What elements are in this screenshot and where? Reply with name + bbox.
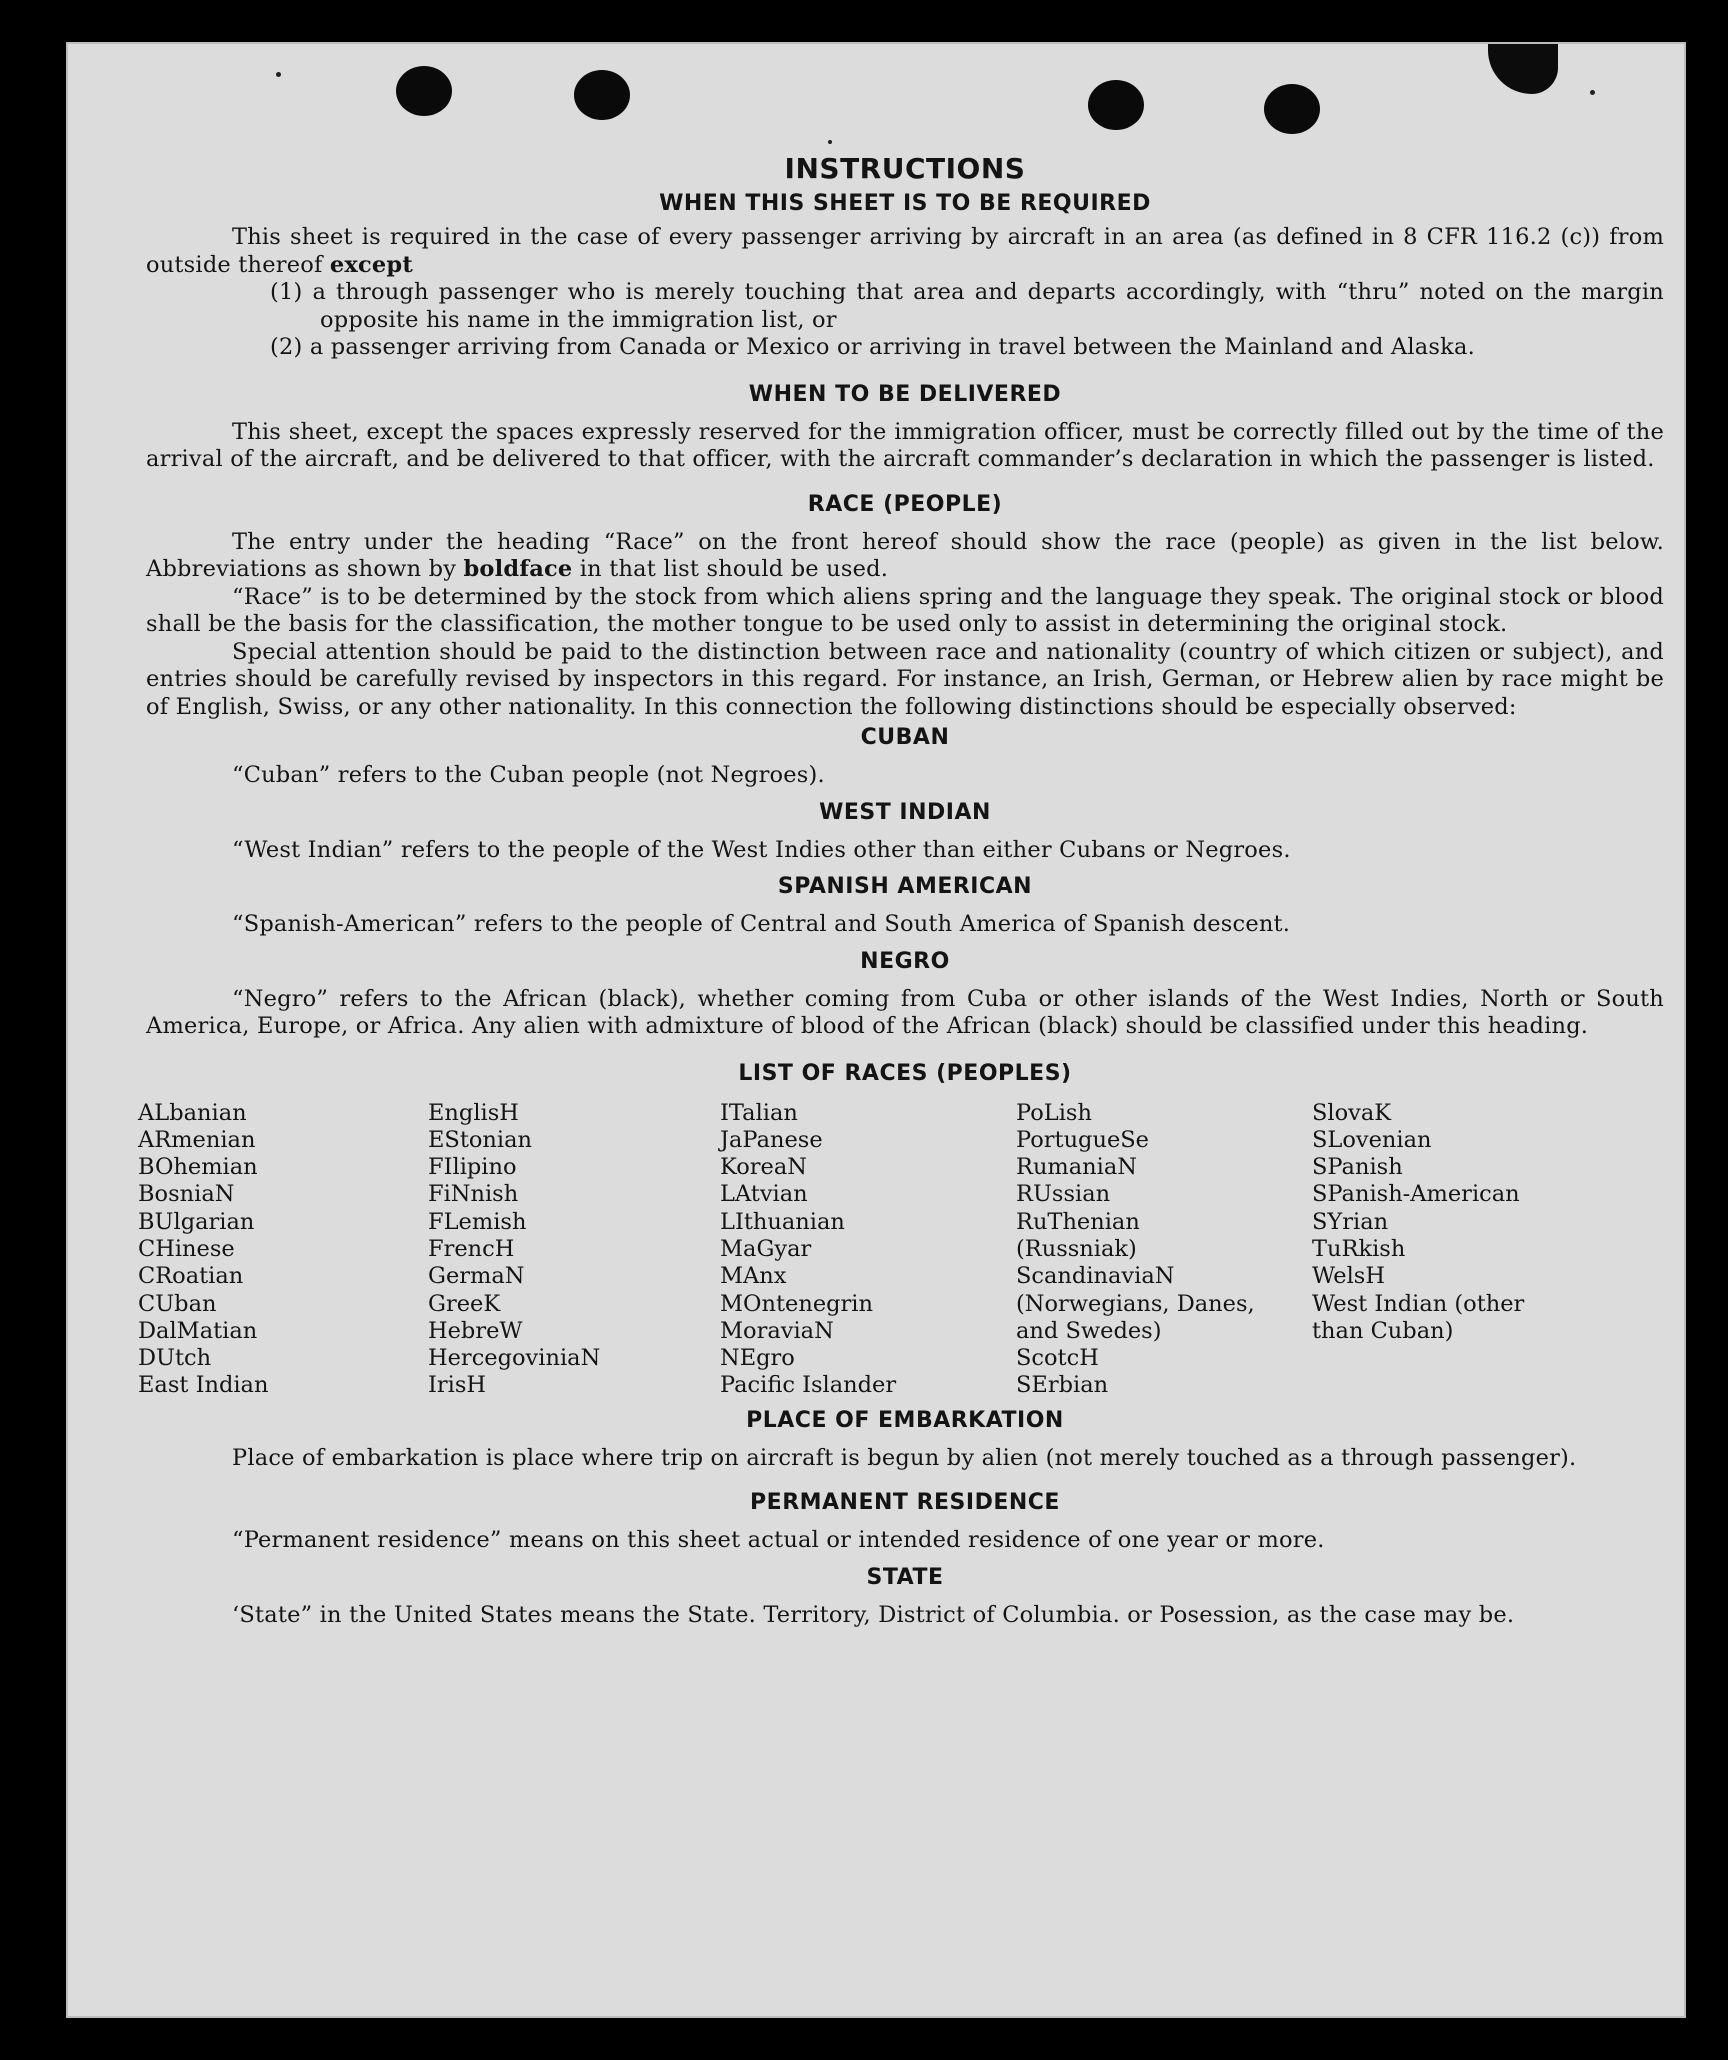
race-entry: DalMatian: [138, 1317, 258, 1344]
race-list-title: LIST OF RACES (PEOPLES): [738, 1060, 1072, 1086]
race-entry: PortugueSe: [1016, 1126, 1150, 1153]
race-entry: ScotcH: [1016, 1345, 1099, 1372]
race-entry: IrisH: [428, 1372, 487, 1399]
race-entry: LIthuanian: [720, 1208, 845, 1235]
ink-stain: [1488, 44, 1558, 94]
state-text: ‘State” in the United States means the State. Territory, District of Columbia. or Posession, as the case may be.: [232, 1601, 1515, 1628]
section-title-west-indian: WEST INDIAN: [819, 799, 991, 825]
race-entry: JaPanese: [720, 1126, 823, 1153]
race-entry: BOhemian: [138, 1154, 258, 1181]
west-indian-text: “West Indian” refers to the people of the West Indies other than either Cubans or Negroes.: [232, 836, 1291, 863]
section-title-negro: NEGRO: [860, 948, 950, 974]
race-entry: SPanish-American: [1312, 1181, 1520, 1208]
race-paragraph-3: Special attention should be paid to the distinction between race and nationality (country of which citizen or subject), and entries should be carefully revised by inspectors in this regard. For instance, an Irish, German, or Hebrew alien by race might be of English, Swiss, or any other nationality. In this connection the following distinctions should be especially observed:: [146, 638, 1664, 720]
section-title-cuban: CUBAN: [860, 725, 950, 750]
race-entry: BUlgarian: [138, 1208, 255, 1235]
race-entry: MOntenegrin: [720, 1290, 873, 1317]
race-entry: FrencH: [428, 1235, 515, 1262]
embarkation-text: Place of embarkation is place where trip on aircraft is begun by alien (not merely touched as a through passenger).: [232, 1444, 1577, 1471]
delivered-text: This sheet, except the spaces expressly reserved for the immigration officer, must be correctly filled out by the time of the arrival of the aircraft, and be delivered to that officer, with the aircraft commander’s declaration in which the passenger is listed.: [146, 418, 1664, 472]
race-entry: EStonian: [428, 1126, 533, 1153]
race-list: [138, 1100, 1664, 1400]
required-intro: This sheet is required in the case of every passenger arriving by aircraft in an area (as defined in 8 CFR 116.2 (c)) from outside thereof except: [146, 224, 1664, 278]
race-entry: SlovaK: [1312, 1099, 1392, 1126]
section-title-state: STATE: [866, 1564, 944, 1590]
race-entry: BosniaN: [138, 1181, 235, 1208]
race-column-3: [720, 1100, 1016, 1400]
race-paragraph-1: The entry under the heading “Race” on the front hereof should show the race (people) as given in the list below. Abbreviations as shown by boldface in that list should be used.: [146, 528, 1664, 582]
race-entry: CUban: [138, 1290, 217, 1317]
race-entry: ARmenian: [138, 1126, 256, 1153]
section-title-required: WHEN THIS SHEET IS TO BE REQUIRED: [659, 191, 1151, 216]
section-title-spanish-american: SPANISH AMERICAN: [777, 874, 1033, 899]
section-title-delivered: WHEN TO BE DELIVERED: [748, 381, 1062, 407]
race-entry: Pacific Islander: [720, 1372, 897, 1399]
race-paragraph-2: “Race” is to be determined by the stock from which aliens spring and the language they speak. The original stock or blood shall be the basis for the classification, the mother tongue to be used only to assist in determining the original stock.: [146, 583, 1664, 637]
race-entry: HebreW: [428, 1317, 523, 1344]
race-entry: RumaniaN: [1016, 1154, 1137, 1181]
race-entry: PoLish: [1016, 1099, 1092, 1126]
race-entry: SPanish: [1312, 1154, 1403, 1181]
section-title-race: RACE (PEOPLE): [807, 491, 1003, 517]
race-entry: SYrian: [1312, 1208, 1389, 1235]
race-entry: GreeK: [428, 1290, 501, 1317]
page-title: INSTRUCTIONS: [784, 152, 1026, 185]
instructions-body: [138, 152, 1664, 1629]
race-entry: FLemish: [428, 1208, 527, 1235]
required-item-2: (2) a passenger arriving from Canada or Mexico or arriving in travel between the Mainland and Alaska.: [270, 334, 1475, 360]
race-entry: CHinese: [138, 1235, 235, 1262]
race-entry: WelsH: [1312, 1263, 1385, 1290]
race-entry: MoraviaN: [720, 1317, 834, 1344]
race-column-5: [1312, 1100, 1612, 1400]
punch-hole: [1264, 84, 1320, 134]
race-entry: KoreaN: [720, 1154, 807, 1181]
punch-hole: [1088, 80, 1144, 130]
speck: [276, 72, 281, 77]
race-column-2: [428, 1100, 720, 1400]
race-entry: RuThenian (Russniak): [1016, 1208, 1140, 1262]
cuban-text: “Cuban” refers to the Cuban people (not Negroes).: [232, 762, 825, 788]
race-entry: FiNnish: [428, 1181, 519, 1208]
race-entry: NEgro: [720, 1345, 795, 1372]
race-entry: SLovenian: [1312, 1126, 1432, 1153]
race-entry: MAnx: [720, 1263, 787, 1290]
residence-text: “Permanent residence” means on this sheet actual or intended residence of one year or more.: [232, 1527, 1325, 1554]
race-entry: MaGyar: [720, 1235, 812, 1262]
speck: [1590, 90, 1595, 95]
race-entry: TuRkish: [1312, 1235, 1406, 1262]
race-entry: FIlipino: [428, 1154, 517, 1181]
race-entry: ScandinaviaN (Norwegians, Danes, and Swedes): [1016, 1263, 1255, 1344]
race-entry: GermaN: [428, 1263, 525, 1290]
race-column-4: [1016, 1100, 1312, 1400]
punch-hole: [396, 66, 452, 116]
section-title-embarkation: PLACE OF EMBARKATION: [746, 1407, 1064, 1433]
race-entry: SErbian: [1016, 1372, 1109, 1399]
race-entry: RUssian: [1016, 1181, 1111, 1208]
race-entry: LAtvian: [720, 1181, 808, 1208]
spanish-american-text: “Spanish-American” refers to the people of Central and South America of Spanish descent.: [232, 911, 1291, 937]
required-item-1: (1) a through passenger who is merely touching that area and departs accordingly, with “thru” noted on the margin opposite his name in the immigration list, or: [270, 279, 1664, 333]
race-entry: ITalian: [720, 1099, 798, 1126]
race-entry: ALbanian: [138, 1099, 247, 1126]
race-entry: DUtch: [138, 1345, 212, 1372]
race-entry: EnglisH: [428, 1099, 519, 1126]
race-entry: HercegoviniaN: [428, 1345, 601, 1372]
race-entry: East Indian: [138, 1372, 269, 1399]
section-title-residence: PERMANENT RESIDENCE: [750, 1490, 1060, 1516]
punch-hole: [574, 70, 630, 120]
race-entry: West Indian (other than Cuban): [1312, 1290, 1525, 1344]
speck: [828, 140, 832, 144]
race-column-1: [138, 1100, 428, 1400]
document-page: [66, 42, 1686, 2018]
negro-text: “Negro” refers to the African (black), whether coming from Cuba or other islands of the West Indies, North or South America, Europe, or Africa. Any alien with admixture of blood of the African (black) should be classified under this heading.: [146, 985, 1664, 1039]
race-entry: CRoatian: [138, 1263, 244, 1290]
